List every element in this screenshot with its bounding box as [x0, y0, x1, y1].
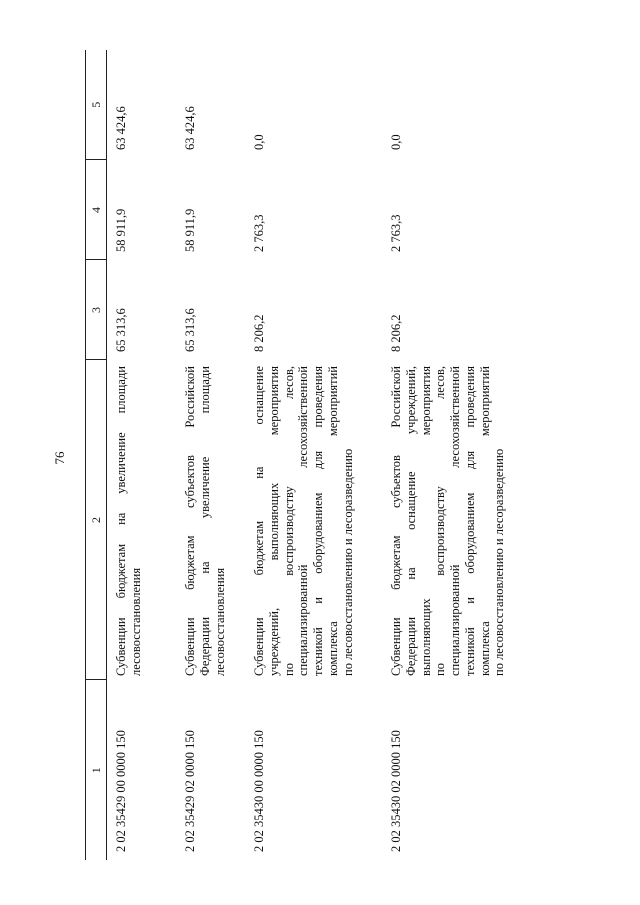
name-line: Субвенции бюджетам субъектов Российской: [389, 366, 403, 676]
row-value-col5: 63 424,6: [114, 106, 128, 150]
name-line: Субвенции бюджетам на увеличение площади: [114, 366, 128, 676]
row-value-col3: 8 206,2: [252, 314, 266, 352]
row-code: 2 02 35429 00 0000 150: [114, 730, 128, 852]
row-code: 2 02 35430 02 0000 150: [389, 730, 403, 852]
table-header-row: [86, 50, 107, 860]
name-line: Субвенции бюджетам на оснащение: [252, 366, 266, 676]
name-line: учреждений, выполняющих мероприятия: [266, 366, 281, 676]
table-row: [176, 50, 245, 860]
name-line: специализированной лесохозяйственной: [448, 366, 462, 676]
row-name: [382, 360, 549, 680]
row-name: [107, 360, 177, 680]
budget-table-rotated: [85, 50, 585, 860]
name-line: Субвенции бюджетам субъектов Российской: [183, 366, 197, 676]
name-line: Федерации на увеличение площади: [197, 366, 212, 676]
name-line: специализированной лесохозяйственной: [296, 366, 311, 676]
row-value-col4: 58 911,9: [114, 208, 128, 252]
row-name: [245, 360, 382, 680]
row-value-col4: 2 763,3: [389, 214, 403, 252]
header-col-1: 1: [86, 680, 107, 860]
row-value-col3: 65 313,6: [183, 308, 197, 352]
name-line: техникой и оборудованием для проведения: [311, 366, 325, 676]
name-line: комплекса мероприятий: [477, 366, 492, 676]
name-line: выполняющих мероприятия: [418, 366, 433, 676]
row-value-col3: 8 206,2: [389, 314, 403, 352]
row-name: [176, 360, 245, 680]
row-value-col5: 0,0: [389, 134, 403, 150]
row-value-col5: 63 424,6: [183, 106, 197, 150]
page-number: 76: [52, 451, 67, 465]
header-col-4: 4: [86, 160, 107, 260]
name-line: Федерации на оснащение учреждений,: [403, 366, 418, 676]
row-value-col5: 0,0: [252, 134, 266, 150]
row-code: 2 02 35429 02 0000 150: [183, 730, 197, 852]
name-line: по воспроизводству лесов,: [281, 366, 296, 676]
row-value-col4: 2 763,3: [252, 214, 266, 252]
name-line: лесовосстановления: [128, 567, 143, 676]
name-line: лесовосстановления: [212, 567, 227, 676]
name-line: комплекса мероприятий: [325, 366, 340, 676]
name-line: техникой и оборудованием для проведения: [462, 366, 477, 676]
table-row: [245, 50, 382, 860]
header-col-5: 5: [86, 50, 107, 160]
name-line: по лесовосстановлению и лесоразведению: [492, 448, 507, 676]
header-col-3: 3: [86, 260, 107, 360]
header-col-2: 2: [86, 360, 107, 680]
row-value-col4: 58 911,9: [183, 208, 197, 252]
table-row: [382, 50, 549, 860]
row-code: 2 02 35430 00 0000 150: [252, 730, 266, 852]
budget-table: [85, 50, 549, 860]
name-line: по воспроизводству лесов,: [433, 366, 448, 676]
table-row: [107, 50, 177, 860]
row-value-col3: 65 313,6: [114, 308, 128, 352]
name-line: по лесовосстановлению и лесоразведению: [340, 448, 355, 676]
